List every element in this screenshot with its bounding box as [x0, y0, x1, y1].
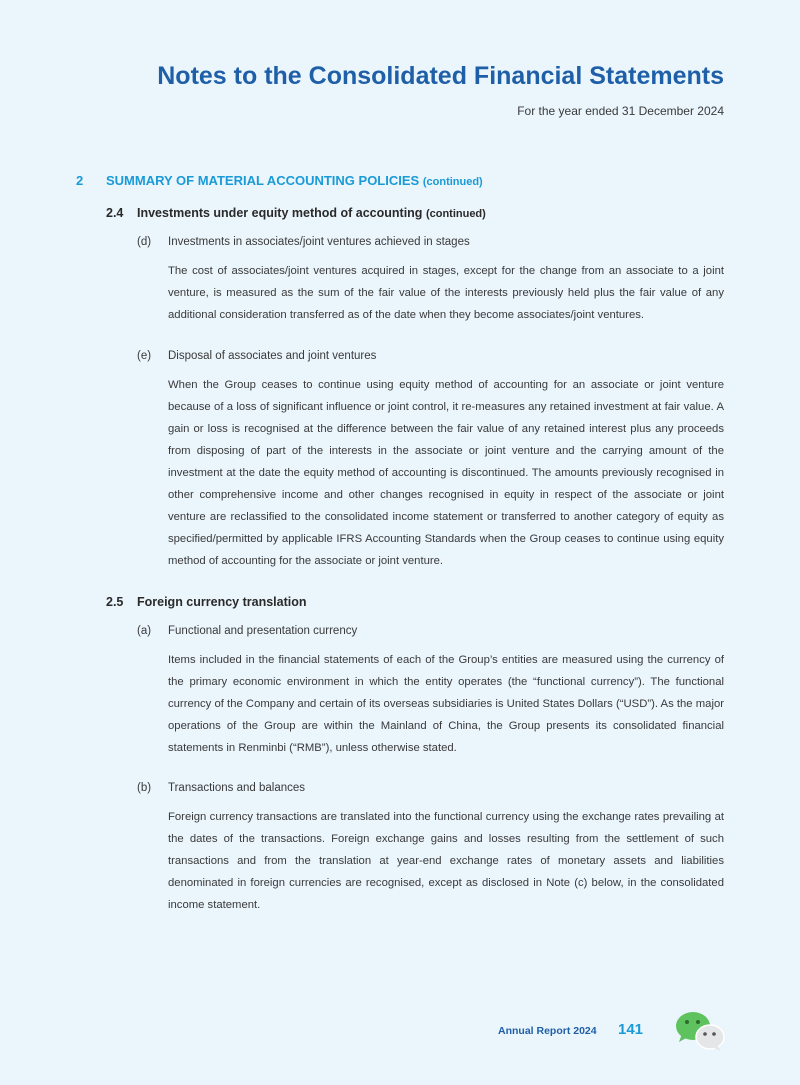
item-heading-b — [137, 782, 305, 794]
item-label: (d) — [137, 236, 152, 248]
paragraph-a: Items included in the financial statements of each of the Group’s entities are measured using the currency of the primary economic environment in which the entity operates (the “functional currency”). The functional currency of the Company and certain of its overseas subsidiaries is United States Dollars (“USD”). As the major operations of the Group are within the Mainland of China, the Group presents its consolidated financial statements in Renminbi (“RMB”), unless otherwise stated. — [168, 654, 724, 754]
paragraph-b: Foreign currency transactions are translated into the functional currency using the exchange rates prevailing at the dates of the transactions. Foreign exchange gains and losses resulting from the settlement of such transactions and from the translation at year-end exchange rates of monetary assets and liabilities denominated in foreign currencies are recognised, except as disclosed in Note (c) below, in the consolidated income statement. — [168, 811, 724, 911]
subsection-title: Investments under equity method of accounting — [137, 206, 423, 220]
section-heading — [76, 173, 483, 188]
item-title: Disposal of associates and joint ventures — [168, 350, 377, 362]
item-heading-a — [137, 625, 357, 637]
page-title: Notes to the Consolidated Financial Statements — [157, 62, 724, 90]
subsection-number: 2.4 — [106, 206, 124, 220]
subsection-continued: (continued) — [425, 208, 486, 220]
wechat-grey-bubble-icon — [696, 1025, 724, 1051]
item-label: (a) — [137, 625, 152, 637]
section-continued: (continued) — [422, 176, 483, 188]
paragraph-e: When the Group ceases to continue using equity method of accounting for an associate or joint venture because of a loss of significant influence or joint control, it re-measures any retained investment at fair value. A gain or loss is recognised at the difference between the fair value of any retained interest plus any proceeds from disposing of part of the interests in the associate or joint venture and the carrying amount of the investment at the date the equity method of accounting is discontinued. The amounts previously recognised in other comprehensive income and other changes recognised in equity in respect of the associate or joint venture are reclassified to the consolidated income statement or transferred to another category of equity as specified/permitted by applicable IFRS Accounting Standards when the Group ceases to continue using equity method of accounting for the associate or joint venture. — [168, 379, 724, 567]
section-number: 2 — [76, 173, 84, 188]
footer-report-label: Annual Report 2024 — [498, 1025, 597, 1037]
section-title: SUMMARY OF MATERIAL ACCOUNTING POLICIES — [106, 173, 420, 188]
item-label: (e) — [137, 350, 152, 362]
subsection-heading-2-4 — [106, 206, 486, 220]
item-title: Investments in associates/joint ventures achieved in stages — [168, 236, 470, 248]
page-subtitle: For the year ended 31 December 2024 — [517, 104, 724, 118]
item-heading-d — [137, 236, 470, 248]
subsection-number: 2.5 — [106, 595, 124, 609]
paragraph-d: The cost of associates/joint ventures acquired in stages, except for the change from an associate to a joint venture, is measured as the sum of the fair value of the interests previously held plus the fair value of any additional consideration transferred as of the date when they become associates/joint ventures. — [168, 265, 724, 321]
wechat-logo-icon — [674, 1010, 726, 1052]
subsection-heading-2-5 — [106, 595, 306, 609]
item-title: Functional and presentation currency — [168, 625, 358, 637]
subsection-title: Foreign currency translation — [137, 595, 307, 609]
item-heading-e — [137, 350, 376, 362]
item-title: Transactions and balances — [168, 782, 306, 794]
item-label: (b) — [137, 782, 152, 794]
page-number: 141 — [618, 1021, 644, 1038]
